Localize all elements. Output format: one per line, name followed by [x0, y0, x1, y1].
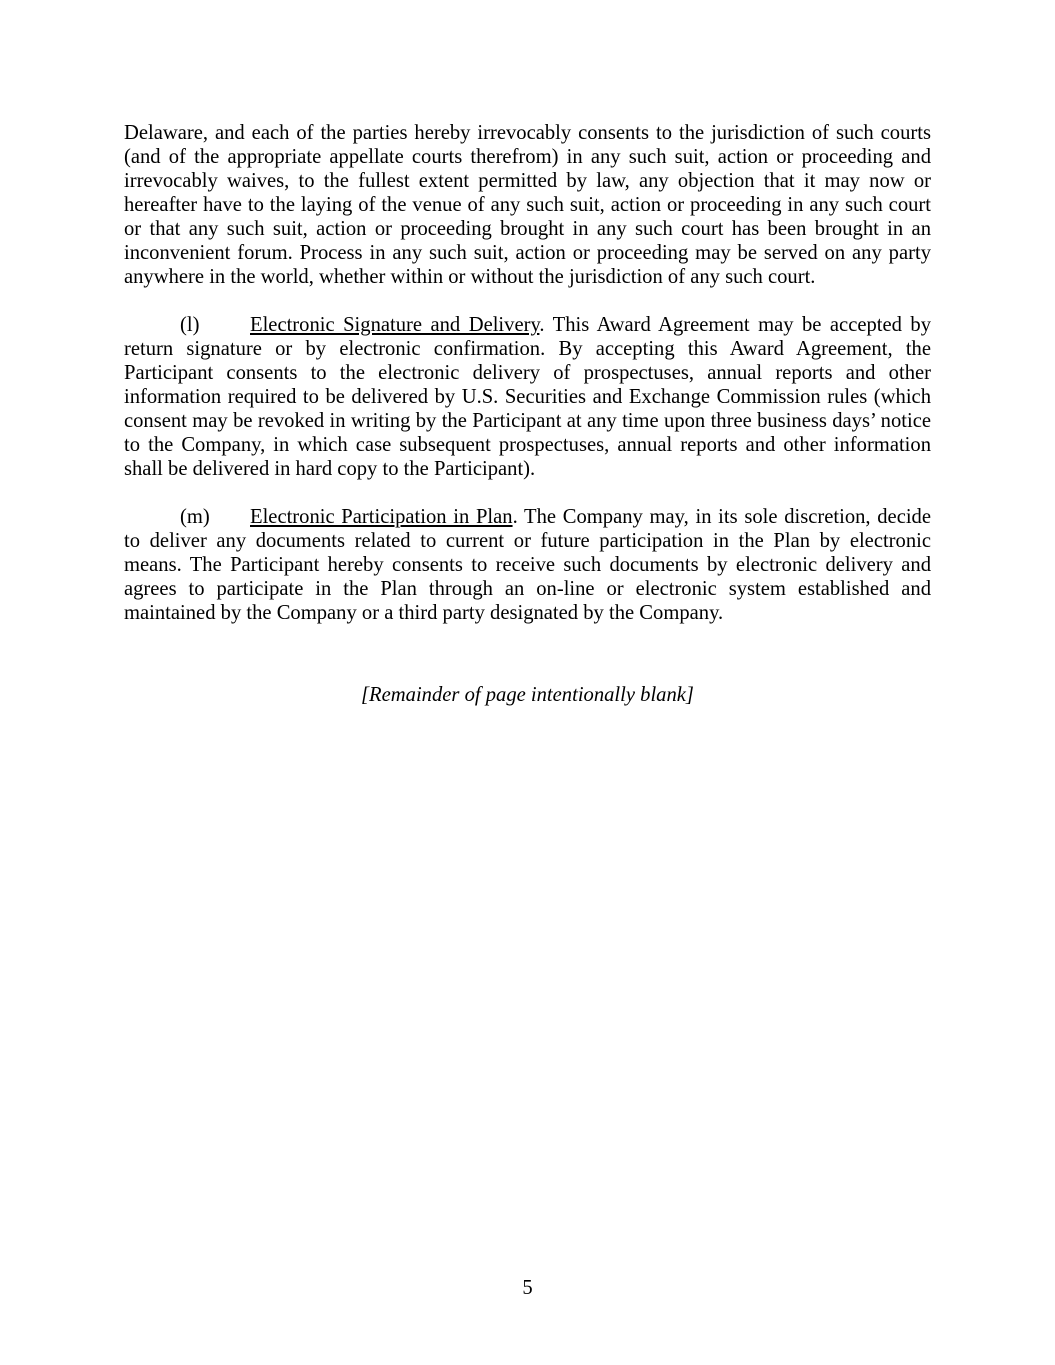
page-footer — [0, 1276, 1055, 1300]
item-m-heading: Electronic Participation in Plan — [250, 506, 513, 528]
paragraph-item-m — [124, 505, 931, 625]
item-l-label: (l) — [180, 314, 200, 336]
page-number: 5 — [522, 1277, 533, 1299]
item-m-label: (m) — [180, 506, 210, 528]
remainder-notice: [Remainder of page intentionally blank] — [361, 684, 694, 706]
item-l-heading: Electronic Signature and Delivery — [250, 314, 540, 336]
item-l-body: . This Award Agreement may be accepted by return signature or by electronic confirmation. By accepting this Award Agreement, the Participant consents to the electronic delivery of prospectuses, annual reports and other information required to be delivered by U.S. Securities and Exchange Commission rules (which consent may be revoked in writing by the Participant at any time upon three business days’ notice to the Company, in which case subsequent prospectuses, annual reports and other information shall be delivered in hard copy to the Participant). — [124, 314, 932, 480]
item-m-body: . The Company may, in its sole discretion, decide to deliver any documents related to current or future participation in the Plan by electronic means. The Participant hereby consents to receive such documents by electronic delivery and agrees to participate in the Plan through an on-line or electronic system established and maintained by the Company or a third party designated by the Company. — [124, 506, 931, 624]
paragraph-jurisdiction-continuation: Delaware, and each of the parties hereby irrevocably consents to the jurisdiction of such courts (and of the appropriate appellate courts therefrom) in any such suit, action or proceeding and irrevocably waives, to the fullest extent permitted by law, any objection that it may now or hereafter have to the laying of the venue of any such suit, action or proceeding in any such court or that any such suit, action or proceeding brought in any such court has been brought in an inconvenient forum. Process in any such suit, action or proceeding may be served on any party anywhere in the world, whether within or without the jurisdiction of any such court. — [124, 122, 931, 288]
paragraph-item-l — [124, 313, 931, 481]
page-body — [124, 121, 931, 707]
